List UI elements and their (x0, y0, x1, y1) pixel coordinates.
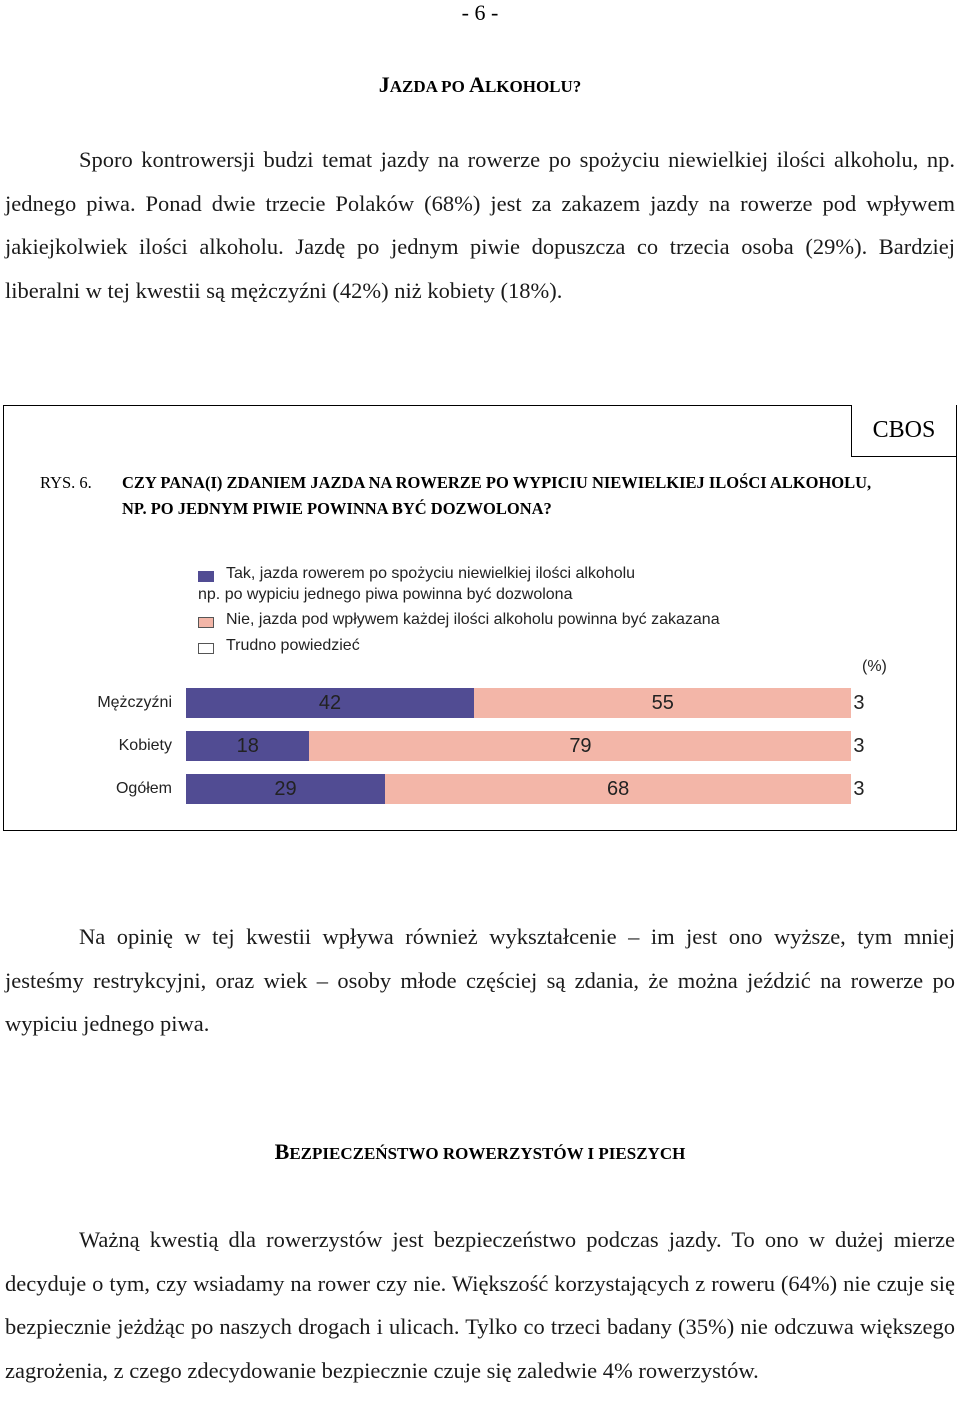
legend-label-hard-to-say: Trudno powiedzieć (226, 637, 360, 654)
section-title-bezpieczenstwo: BEZPIECZEŃSTWO ROWERZYSTÓW I PIESZYCH (274, 1139, 686, 1164)
data-label-total-yes: 29 (274, 778, 297, 800)
data-label-total-hard-to-say: 3 (853, 778, 865, 800)
data-label-men-no: 55 (651, 692, 674, 714)
data-label-men-hard-to-say: 3 (853, 692, 865, 714)
data-label-men-yes: 42 (318, 692, 342, 714)
bar-row-women (186, 731, 886, 761)
page-number: - 6 - (461, 0, 499, 25)
section-title-jazda: JAZDA PO ALKOHOLU? (378, 72, 582, 97)
legend-label-no: Nie, jazda pod wpływem każdej ilości alkoholu powinna być zakazana (226, 611, 720, 628)
legend-label-yes-1: Tak, jazda rowerem po spożyciu niewielkiej ilości alkoholu (226, 565, 636, 582)
legend-swatch-no (198, 617, 214, 628)
figure-title: CZY PANA(I) ZDANIEM JAZDA NA ROWERZE PO WYPICIU NIEWIELKIEJ ILOŚCI ALKOHOLU, NP. PO JEDNYM PIWIE POWINNA BYĆ DOZWOLONA? (122, 473, 872, 518)
bar-row-men (186, 688, 886, 718)
category-label-women: Kobiety (118, 737, 172, 754)
figure-label: RYS. 6. (40, 473, 92, 492)
data-label-women-no: 79 (569, 735, 592, 757)
paragraph-opinion: Na opinię w tej kwestii wpływa również wykształcenie – im jest ono wyższe, tym mniej jesteśmy restrykcyjni, oraz wiek – osoby młode częściej są zdania, że można jeździć na rowerze po wypiciu jednego piwa. (5, 924, 955, 1036)
legend-swatch-yes (198, 571, 214, 582)
legend-label-yes-2: np. po wypiciu jednego piwa powinna być dozwolona (198, 586, 573, 603)
paragraph-jazda: Sporo kontrowersji budzi temat jazdy na rowerze po spożyciu niewielkiej ilości alkoholu, np. jednego piwa. Ponad dwie trzecie Polaków (68%) jest za zakazem jazdy na rowerze pod wpływem jakiejkolwiek ilości alkoholu. Jazdę po jednym piwie dopuszcza co trzecia osoba (29%). Bardziej liberalni w tej kwestii są mężczyźni (42%) niż kobiety (18%). (5, 147, 955, 303)
paragraph-safety: Ważną kwestią dla rowerzystów jest bezpieczeństwo podczas jazdy. To ono w dużej mierze decyduje o tym, czy wsiadamy na rower czy nie. Większość korzystających z roweru (64%) nie czuje się bezpiecznie jeżdżąc po naszych drogach i ulicach. Tylko co trzeci badany (35%) nie odczuwa większego zagrożenia, z czego zdecydowanie bezpiecznie czuje się zaledwie 4% rowerzystów. (5, 1227, 955, 1383)
category-label-men: Mężczyźni (97, 694, 172, 711)
bar-row-total (186, 774, 886, 804)
data-label-women-hard-to-say: 3 (853, 735, 865, 757)
legend-swatch-hard-to-say (198, 643, 214, 654)
source-badge: CBOS (851, 405, 957, 457)
data-label-total-no: 68 (607, 778, 630, 800)
category-label-total: Ogółem (115, 780, 172, 797)
unit-label: (%) (862, 658, 887, 675)
data-label-women-yes: 18 (236, 735, 259, 757)
